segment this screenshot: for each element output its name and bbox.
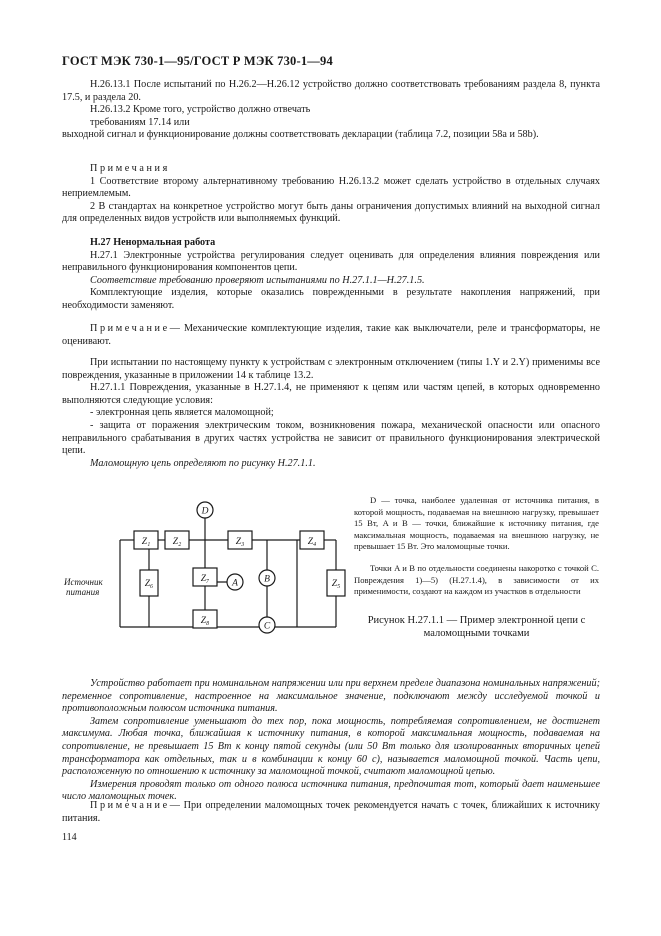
notes-title: Примечания: [90, 163, 170, 174]
label-z7: Z₇: [200, 574, 210, 584]
note-text: — Механические комплектующие изделия, такие как выключатели, реле и трансформаторы, не оценивают.: [62, 323, 600, 347]
list-item: - защита от поражения электрическим током, возникновения пожара, механической опасности или опасного неправильного срабатывания в других частях устройства не зависит от правильного функционирования электрической цепи.: [62, 419, 600, 457]
label-z1: Z₁: [141, 537, 151, 547]
paragraph: Н.26.13.1 После испытаний по Н.26.2—Н.26.12 устройство должно соответствовать требованиям раздела 8, пункта 17.5, и раздела 20.: [62, 79, 600, 103]
note-label: Примечание: [90, 323, 170, 334]
note-2: 2 В стандартах на конкретное устройство могут быть даны ограничения допустимых влияний на выходной сигнал для определенных видов устройств или выполняемых функций.: [62, 200, 600, 225]
paragraph: [62, 323, 600, 348]
paragraph: Н.27.1 Электронные устройства регулирования следует оценивать для определения влияния повреждения или неправильного функционирования компонентов цепи.: [62, 249, 600, 274]
paragraph: требованиям 17.14 или: [90, 116, 190, 128]
label-z5: Z₅: [331, 579, 341, 589]
paragraph: Устройство работает при номинальном напряжении или при верхнем пределе диапазона номинальных напряжений; переменное сопротивление, настроенное на максимальное значение, подключают между исследуемой точкой и противоположным полюсом источника питания.: [62, 678, 600, 715]
figure-caption-block: [354, 495, 599, 640]
page-header: ГОСТ МЭК 730-1—95/ГОСТ Р МЭК 730-1—94: [62, 54, 333, 68]
paragraph: Н.26.13.2 Кроме того, устройство должно отвечать: [90, 104, 311, 116]
note-text: — При определении маломощных точек рекомендуется начать с точек, ближайших к источнику питания.: [62, 800, 600, 824]
label-d: D: [201, 506, 209, 517]
label-z8: Z₈: [200, 616, 210, 626]
note-label: Примечание: [90, 800, 170, 811]
paragraph: [62, 800, 600, 825]
paragraph: Н.27.1.1 Повреждения, указанные в Н.27.1.4, не применяют к цепям или частям цепей, в которых одновременно выполняются следующие условия:: [62, 382, 600, 406]
label-a: A: [232, 578, 238, 589]
paragraph: Соответствие требованию проверяют испытаниями по Н.27.1.1—Н.27.1.5.: [90, 274, 425, 286]
label-z3: Z₃: [235, 537, 245, 547]
paragraph: Измерения проводят только от одного полюса источника питания, предпочитая тот, который дает наименьшее число маломощных точек.: [62, 778, 600, 803]
paragraph: выходной сигнал и функционирование должны соответствовать декларации (таблица 7.2, позиции 58а и 58b).: [62, 129, 539, 141]
section-heading: Н.27 Ненормальная работа: [90, 237, 216, 248]
label-source-2: питания: [66, 587, 100, 597]
section-measurement: [62, 678, 600, 804]
figure-legend: Точки A и B по отдельности соединены накоротко с точкой C. Повреждения 1)—5) (Н.27.1.4), в зависимости от их применимости, создают на каждом из участков в отдельности: [354, 562, 599, 597]
section-h27: [62, 237, 600, 313]
section-h26-13: [62, 79, 600, 142]
label-z6: Z₆: [144, 579, 154, 589]
paragraph: Комплектующие изделия, которые оказались поврежденными в результате накопления напряжений, при необходимости заменяют.: [62, 287, 600, 311]
label-source-1: Источник: [64, 577, 103, 587]
paragraph: Затем сопротивление уменьшают до тех пор, пока мощность, потребляемая сопротивлением, не достигнет максимума. Любая точка, ближайшая к источнику питания, в которой максимальная мощность, подаваемая на сопротивление, не превышает 15 Вт к концу пятой секунды (или 50 Вт только для изолированных вторичных цепей трансформатора как отдельных, так и в комбинации к концу 60 с), называется маломощной точкой. Часть цепи, расположенную по отношению к источнику за маломощной точкой, считают маломощной цепью.: [62, 715, 600, 778]
list-item: - электронная цепь является маломощной;: [90, 407, 274, 419]
note-final: [62, 800, 600, 825]
figure-title: Рисунок Н.27.1.1 — Пример электронной цепи с маломощными точками: [367, 614, 586, 639]
label-z4: Z₄: [307, 537, 317, 547]
label-c: C: [263, 621, 271, 632]
notes-block: [62, 163, 600, 226]
circuit-diagram: [62, 490, 352, 660]
section-h27-1-1: [62, 357, 600, 470]
note-1: 1 Соответствие второму альтернативному требованию Н.26.13.2 может сделать устройство в отдельных случаях неприемлемым.: [62, 175, 600, 200]
note-mechanical: [62, 323, 600, 348]
paragraph: Маломощную цепь определяют по рисунку Н.27.1.1.: [90, 457, 316, 469]
page-number: 114: [62, 832, 77, 843]
label-z2: Z₂: [172, 537, 182, 547]
paragraph: При испытании по настоящему пункту к устройствам с электронным отключением (типы 1.Y и 2.Y) применимы все повреждения, указанные в приложении 14 к таблице 13.2.: [62, 357, 600, 381]
figure-legend: D — точка, наиболее удаленная от источника питания, в которой мощность, подаваемая на внешнюю нагрузку, превышает 15 Вт, A и B — точки, ближайшие к источнику питания, где максимальная мощность, подаваемая на внешнюю нагрузку, не превышает 15 Вт. Это маломощные точки.: [354, 495, 599, 552]
label-b: B: [264, 574, 270, 585]
